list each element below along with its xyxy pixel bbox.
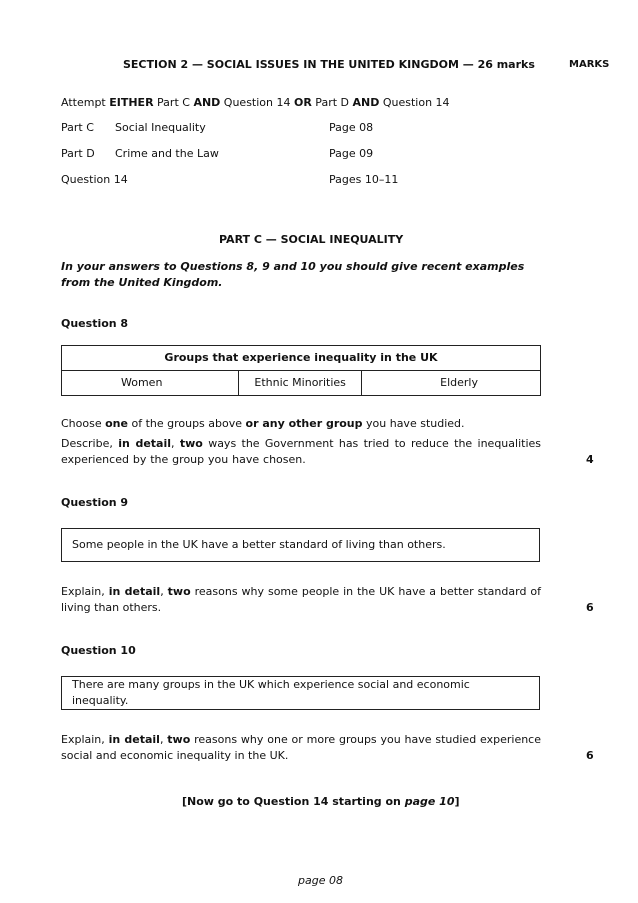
choose-one: one (105, 417, 128, 430)
question-8-choose (61, 416, 465, 432)
or-text: OR (293, 96, 312, 109)
group-elderly: Elderly (361, 371, 540, 396)
explain-two: two (167, 585, 191, 598)
contents-title: Social Inequality (115, 121, 206, 134)
describe-text: , (171, 437, 180, 450)
section-title: SECTION 2 — SOCIAL ISSUES IN THE UNITED KINGDOM — 26 marks (123, 58, 535, 71)
and-text: AND (352, 96, 380, 109)
explain-text: , (160, 585, 168, 598)
attempt-text: Attempt (61, 96, 110, 109)
choose-text: you have studied. (362, 417, 465, 430)
attempt-text: Question 14 (379, 96, 450, 109)
either-text: EITHER (109, 96, 154, 109)
next-question-note (182, 794, 460, 810)
contents-page: Page 08 (329, 121, 374, 134)
contents-part: Question 14 (61, 173, 128, 186)
part-c-heading: PART C — SOCIAL INEQUALITY (219, 233, 404, 246)
part-c-intro: In your answers to Questions 8, 9 and 10 you should give recent examples from the United Kingdom. (61, 260, 525, 289)
contents-part: Part C (61, 121, 94, 134)
question-9-label: Question 9 (61, 496, 129, 509)
explain-detail: in detail (108, 733, 160, 746)
groups-table (61, 345, 541, 396)
attempt-text: Question 14 (220, 96, 294, 109)
page-number: page 08 (298, 874, 343, 887)
explain-text: reasons why some people in the UK have a better standard of living than others. (61, 585, 541, 614)
next-text: ] (454, 795, 460, 808)
attempt-instructions (61, 95, 450, 111)
describe-two: two (179, 437, 203, 450)
describe-text: Describe, (61, 437, 119, 450)
question-10-label: Question 10 (61, 644, 136, 657)
next-text: [Now go to Question 14 starting on (182, 795, 405, 808)
question-8-describe (61, 436, 541, 468)
question-9-statement: Some people in the UK have a better standard of living than others. (72, 538, 446, 551)
attempt-text: Part D (311, 96, 353, 109)
table-header-row (62, 346, 541, 371)
and-text: AND (193, 96, 221, 109)
describe-text: ways the Government has tried to reduce the inequalities experienced by the group you have chosen. (61, 437, 541, 466)
marks-label: MARKS (569, 59, 610, 70)
contents-page: Page 09 (329, 147, 374, 160)
choose-text: of the groups above (127, 417, 246, 430)
explain-text: Explain, (61, 733, 109, 746)
describe-detail: in detail (118, 437, 172, 450)
attempt-text: Part C (153, 96, 194, 109)
explain-text: Explain, (61, 585, 109, 598)
explain-text: reasons why one or more groups you have studied experience social and economic inequality in the UK. (61, 733, 541, 762)
choose-text: Choose (61, 417, 106, 430)
question-10-explain (61, 732, 541, 764)
group-women: Women (62, 371, 239, 396)
question-8-marks: 4 (586, 453, 594, 466)
contents-page: Pages 10–11 (329, 173, 399, 186)
contents-title: Crime and the Law (115, 147, 219, 160)
explain-two: two (167, 733, 191, 746)
question-9-marks: 6 (586, 601, 594, 614)
choose-other: or any other group (245, 417, 363, 430)
question-9-box (61, 528, 540, 562)
table-row (62, 371, 541, 396)
explain-text: , (159, 733, 168, 746)
question-9-explain (61, 584, 541, 616)
group-ethnic-minorities: Ethnic Minorities (239, 371, 362, 396)
question-10-box (61, 676, 540, 710)
question-10-marks: 6 (586, 749, 594, 762)
explain-detail: in detail (108, 585, 161, 598)
contents-part: Part D (61, 147, 95, 160)
table-header: Groups that experience inequality in the UK (62, 346, 541, 371)
next-page: page 10 (404, 795, 455, 808)
question-10-statement: There are many groups in the UK which experience social and economic inequality. (72, 678, 470, 707)
question-8-label: Question 8 (61, 317, 129, 330)
